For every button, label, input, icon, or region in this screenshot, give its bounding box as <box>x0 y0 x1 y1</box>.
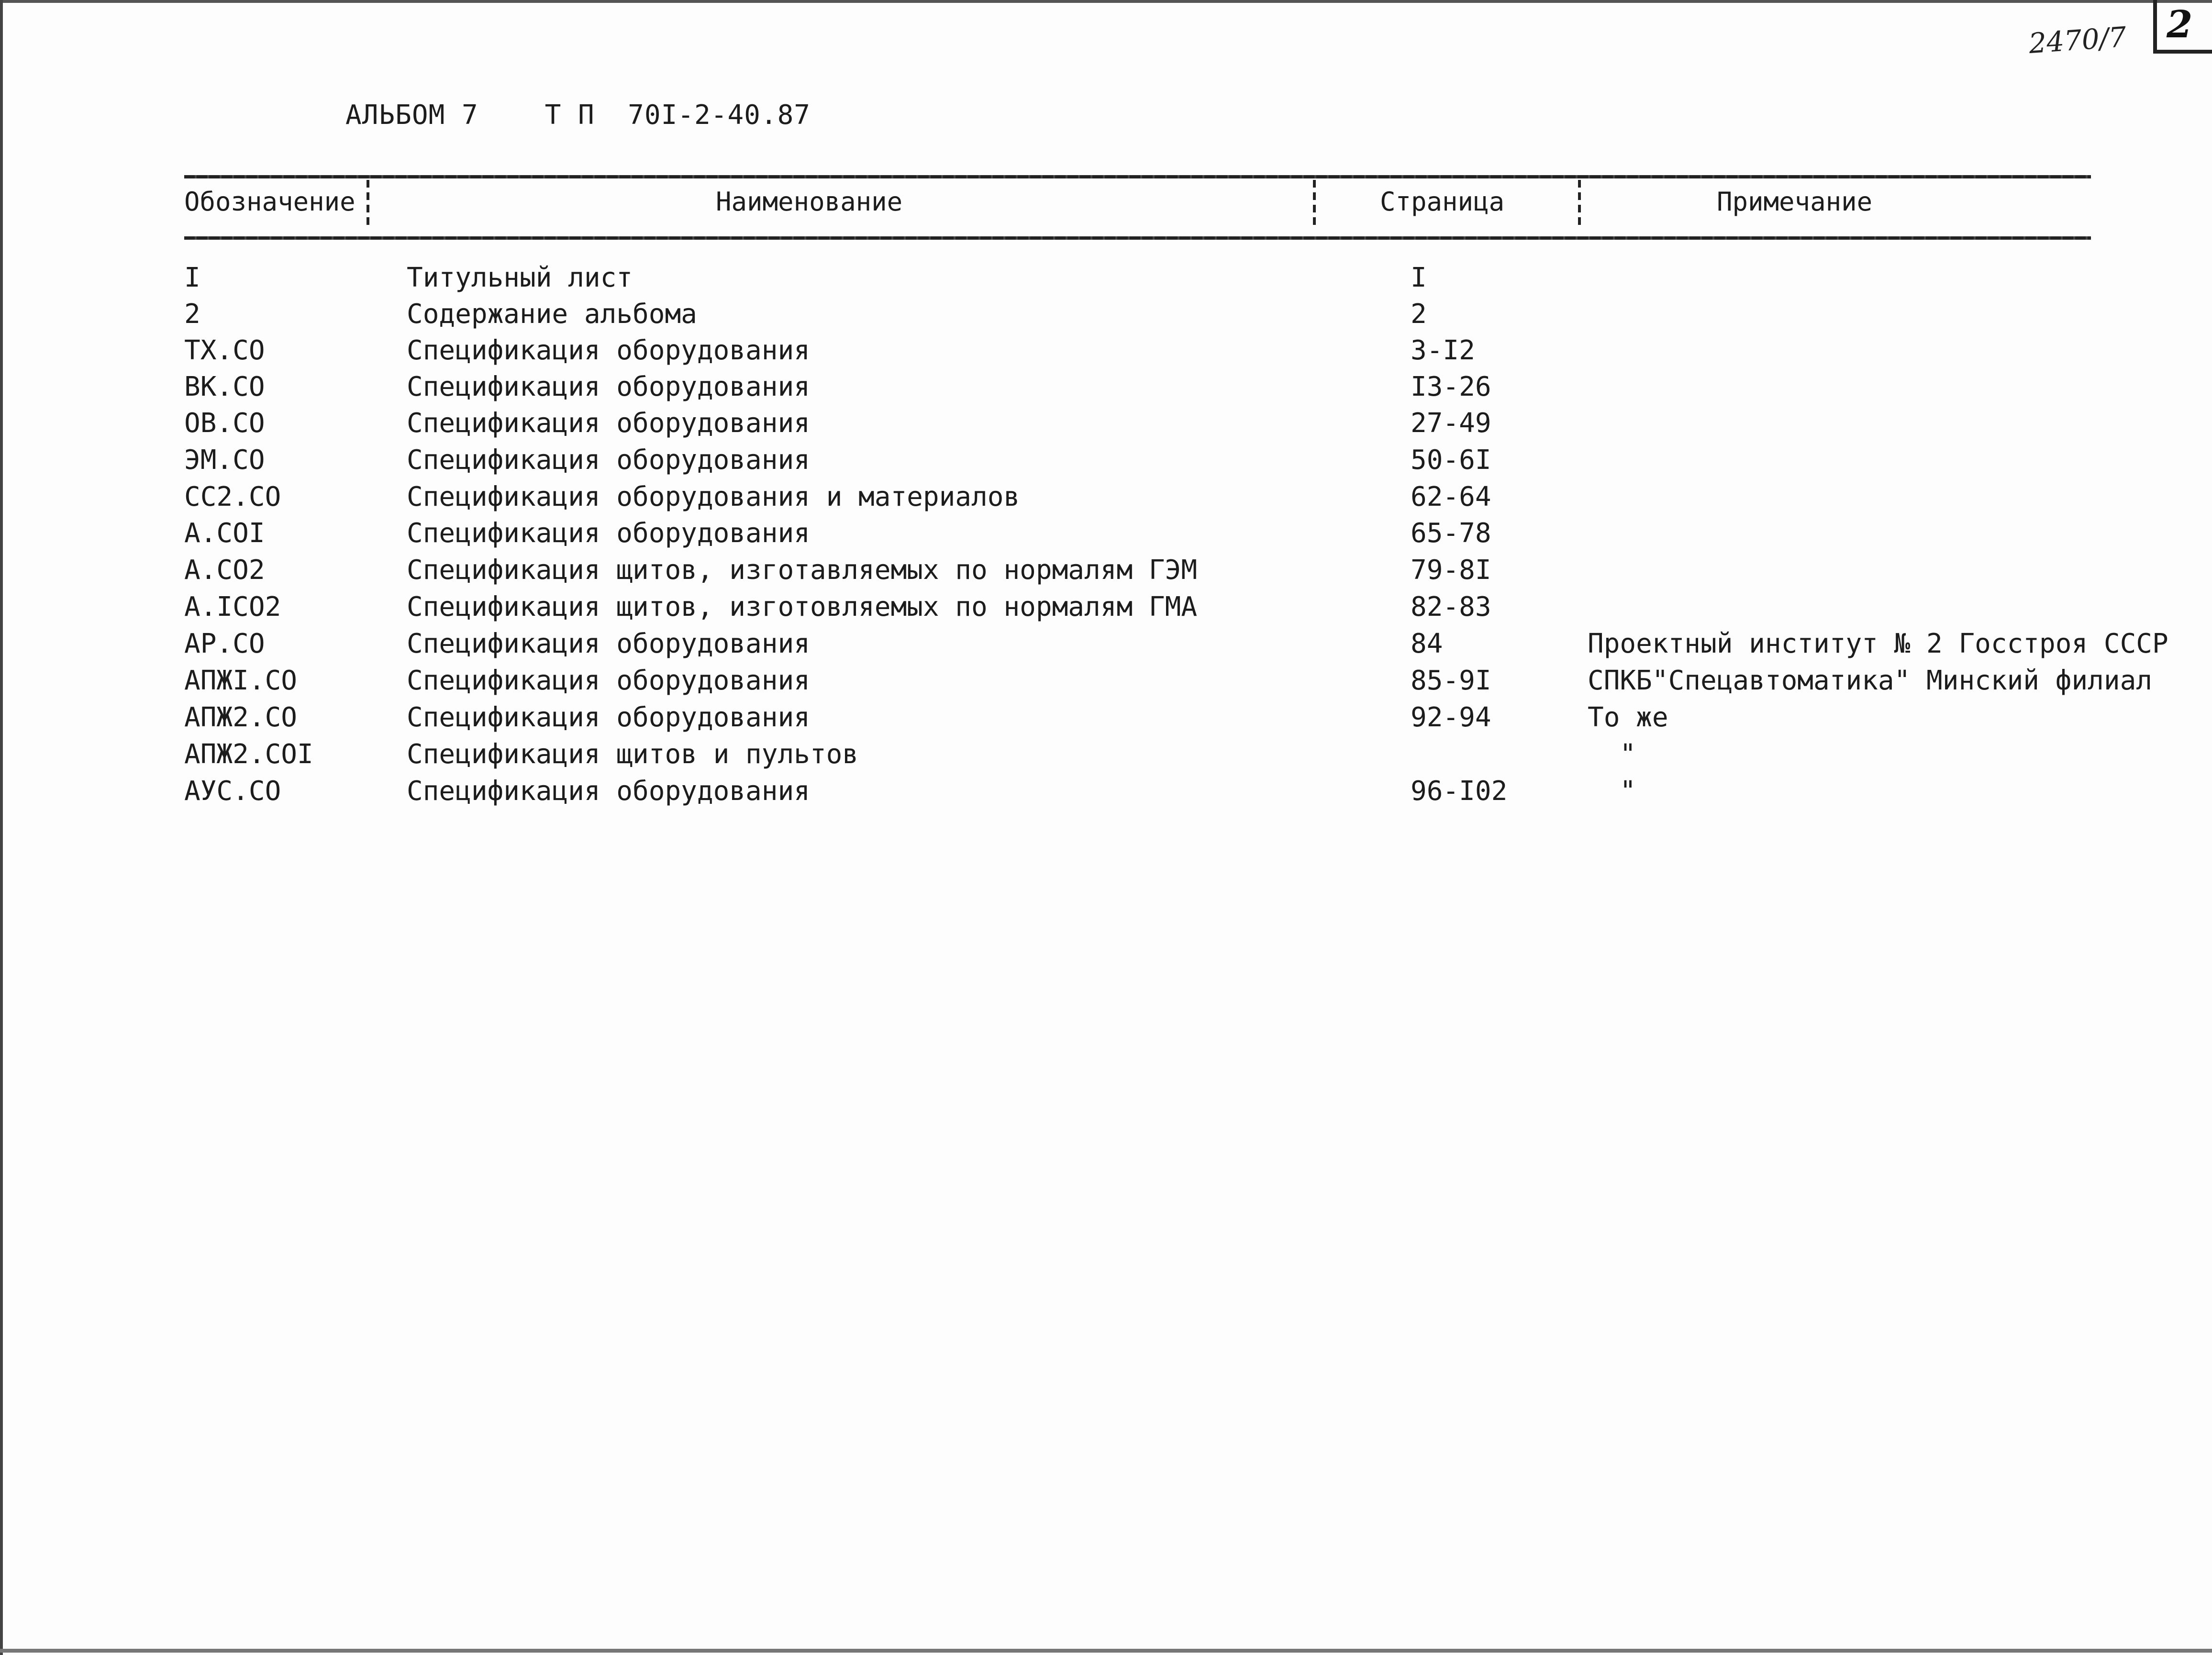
row-name: Спецификация щитов и пультов <box>407 739 859 770</box>
row-code: ТХ.СО <box>184 335 265 366</box>
table-row <box>0 555 2212 588</box>
row-code: 2 <box>184 299 200 330</box>
row-code: АУС.СО <box>184 776 281 807</box>
table-row <box>0 628 2212 662</box>
row-name: Спецификация оборудования <box>407 776 810 807</box>
row-code: А.IСО2 <box>184 591 281 622</box>
row-code: АПЖI.СО <box>184 665 298 696</box>
page-number: 2 <box>2167 3 2193 46</box>
table-row <box>0 481 2212 515</box>
row-name: Спецификация оборудования и материалов <box>407 481 1020 512</box>
frame-bottom-line <box>0 1649 2212 1653</box>
table-row <box>0 444 2212 478</box>
row-name: Спецификация оборудования <box>407 408 810 439</box>
table-row <box>0 776 2212 809</box>
album-header <box>345 100 811 131</box>
row-code: I <box>184 262 200 293</box>
table-row <box>0 739 2212 772</box>
row-name: Спецификация оборудования <box>407 702 810 733</box>
row-name: Спецификация щитов, изготовляемых по нормалям ГМА <box>407 591 1198 622</box>
header-code: Обозначение <box>184 187 356 217</box>
header-separator <box>1578 180 1581 228</box>
row-name: Спецификация щитов, изготавляемых по нормалям ГЭМ <box>407 555 1198 586</box>
table-row <box>0 335 2212 368</box>
row-note: " <box>1588 776 1636 807</box>
table-row <box>0 591 2212 625</box>
frame-top-line <box>0 0 2212 3</box>
row-code: А.СОI <box>184 518 265 549</box>
row-page: 3-I2 <box>1411 335 1475 366</box>
table-row <box>0 702 2212 735</box>
row-code: ОВ.СО <box>184 408 265 439</box>
row-page: I3-26 <box>1411 371 1491 402</box>
table-header-rule <box>184 236 2091 240</box>
header-separator <box>367 180 369 228</box>
header-note: Примечание <box>1717 187 1873 217</box>
table-top-rule <box>184 175 2091 178</box>
row-note: Проектный институт № 2 Госстроя СССР <box>1588 628 2168 659</box>
row-page: 65-78 <box>1411 518 1491 549</box>
table-row <box>0 299 2212 332</box>
row-code: СС2.СО <box>184 481 281 512</box>
project-code: Т П 70I-2-40.87 <box>545 100 811 131</box>
row-name: Содержание альбома <box>407 299 697 330</box>
inventory-number: 2470/7 <box>2027 20 2128 60</box>
row-name: Спецификация оборудования <box>407 371 810 402</box>
row-name: Титульный лист <box>407 262 633 293</box>
row-page: 27-49 <box>1411 408 1491 439</box>
row-code: АПЖ2.СОI <box>184 739 313 770</box>
row-page: 2 <box>1411 299 1427 330</box>
row-code: АР.СО <box>184 628 265 659</box>
row-page: 84 <box>1411 628 1443 659</box>
table-row <box>0 408 2212 441</box>
row-page: 92-94 <box>1411 702 1491 733</box>
table-row <box>0 371 2212 405</box>
row-page: 50-6I <box>1411 444 1491 476</box>
album-label: АЛЬБОМ 7 <box>345 100 478 131</box>
row-note: " <box>1588 739 1636 770</box>
row-note: То же <box>1588 702 1668 733</box>
row-note: СПКБ"Спецавтоматика" Минский филиал <box>1588 665 2153 696</box>
row-name: Спецификация оборудования <box>407 335 810 366</box>
row-name: Спецификация оборудования <box>407 518 810 549</box>
table-row <box>0 262 2212 296</box>
row-name: Спецификация оборудования <box>407 444 810 476</box>
row-page: I <box>1411 262 1427 293</box>
table-row <box>0 518 2212 551</box>
row-code: А.СО2 <box>184 555 265 586</box>
row-code: АПЖ2.СО <box>184 702 298 733</box>
row-page: 85-9I <box>1411 665 1491 696</box>
header-name: Наименование <box>716 187 903 217</box>
header-page: Страница <box>1380 187 1505 217</box>
header-separator <box>1313 180 1316 228</box>
row-code: ЭМ.СО <box>184 444 265 476</box>
row-name: Спецификация оборудования <box>407 665 810 696</box>
row-name: Спецификация оборудования <box>407 628 810 659</box>
row-code: ВК.СО <box>184 371 265 402</box>
row-page: 82-83 <box>1411 591 1491 622</box>
table-row <box>0 665 2212 699</box>
row-page: 96-I02 <box>1411 776 1508 807</box>
row-page: 79-8I <box>1411 555 1491 586</box>
row-page: 62-64 <box>1411 481 1491 512</box>
